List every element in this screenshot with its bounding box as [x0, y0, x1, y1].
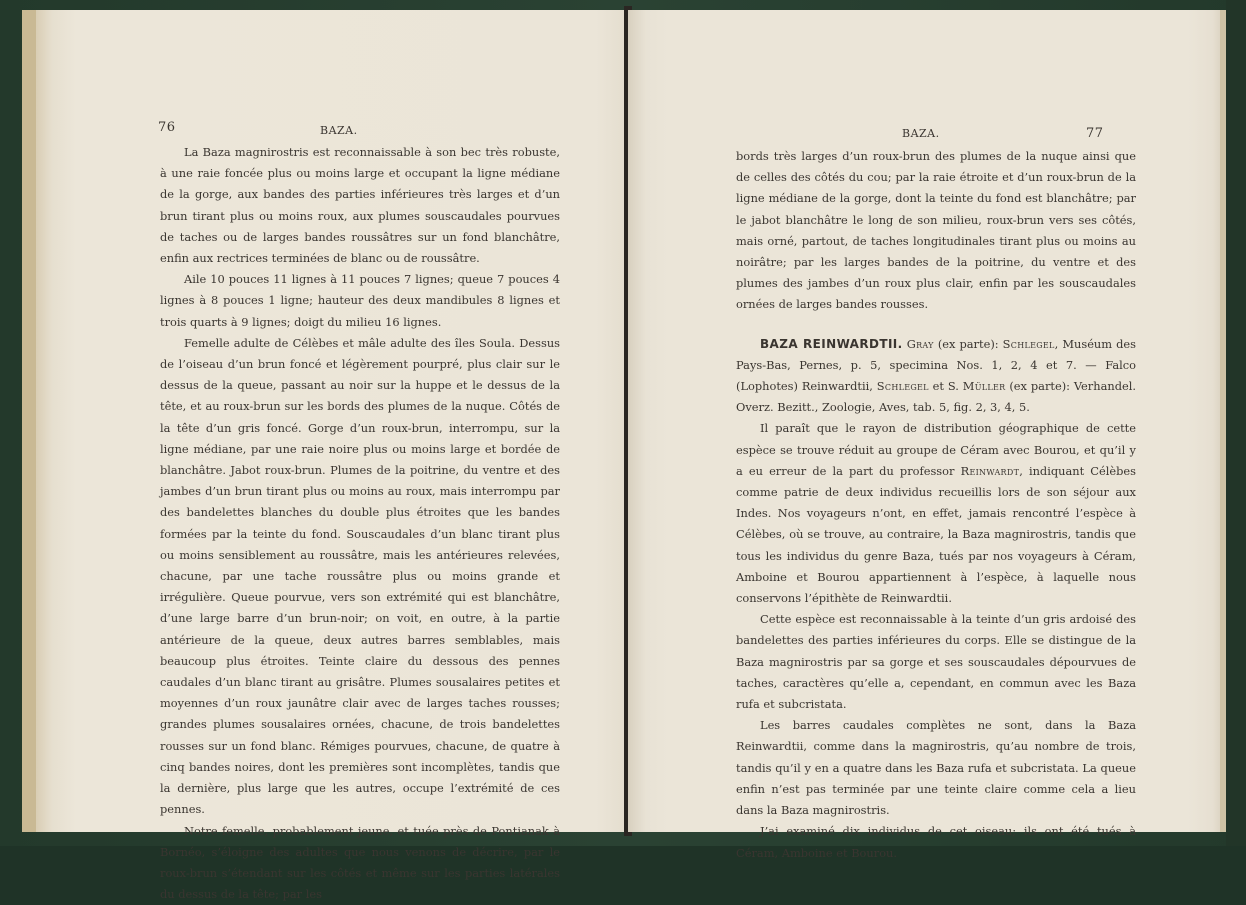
paragraph: Les barres caudales complètes ne sont, dans la Baza Reinwardtii, comme dans la magnirostris, qu’au nombre de trois, tandis qu’il y en a quatre dans les Baza rufa et subcristata. La queue enfin n’est pas terminée par une teinte claire comme cela a lieu dans la Baza magnirostris.: [736, 715, 1136, 821]
author-schlegel: Schlegel: [877, 379, 929, 393]
text-run: , indiquant Célèbes comme patrie de deux individus recueillis lors de son séjour aux Indes. Nos voyageurs n’ont, en effet, jamais rencontré l’espèce à Célèbes, où se trouve, au contraire, la Baza magnirostris, tandis que tous les individus du genre Baza, tués par nos voyageurs à Céram, Amboine et Bourou appartiennent à l’espèce, à laquelle nous conservons l’épithète de Reinwardtii.: [736, 464, 1136, 605]
species-heading: BAZA REINWARDTII.: [760, 337, 903, 351]
text-run: Il paraît que le rayon de distribution géographique de cette espèce se trouve réduit au groupe de Céram avec Bourou, et qu’il y a eu erreur de la part du professor: [736, 421, 1136, 477]
author-muller: Müller: [963, 379, 1006, 393]
author-reinwardt: Reinwardt: [961, 464, 1020, 478]
paragraph: Cette espèce est reconnaissable à la teinte d’un gris ardoisé des bandelettes des parties inférieures du corps. Elle se distingue de la Baza magnirostris par sa gorge et ses souscaudales dépourvues de taches, caractères qu’elle a, cependant, en commun avec les Baza rufa et subcristata.: [736, 609, 1136, 715]
paragraph: La Baza magnirostris est reconnaissable à son bec très robuste, à une raie foncée plus ou moins large et occupant la ligne médiane de la gorge, aux bandes des parties inférieures très larges et d’un brun tirant plus ou moins roux, aux plumes souscaudales pourvues de taches ou de larges bandes roussâtres sur un fond blanchâtre, enfin aux rectrices terminées de blanc ou de roussâtre.: [160, 142, 560, 269]
right-body-text: [736, 146, 1136, 864]
synonymy-text: , Muséum des Pays-Bas, Pernes, p. 5, specimina Nos. 1, 2, 4 et 7. — Falco (Lophotes) Reinwardtii,: [736, 337, 1136, 393]
page-number-left: 76: [158, 120, 176, 135]
paragraph: J’ai examiné dix individus de cet oiseau; ils ont été tués à Céram, Amboine et Bourou.: [736, 821, 1136, 863]
paragraph: [736, 418, 1136, 609]
page-number-right: 77: [1086, 126, 1104, 141]
right-page: [628, 10, 1226, 832]
running-head-right: BAZA.: [902, 127, 940, 140]
synonymy-text: et S.: [929, 379, 963, 393]
synonymy-text: (ex parte): Verhandel. Overz. Bezitt., Zoologie, Aves, tab. 5, fig. 2, 3, 4, 5.: [736, 379, 1136, 414]
continuation-paragraph: bords très larges d’un roux-brun des plumes de la nuque ainsi que de celles des côtés du cou; par la raie étroite et d’un roux-brun de la ligne médiane de la gorge, dont la teinte du fond est blanchâtre; par le jabot blanchâtre le long de son milieu, roux-brun vers ses côtés, mais orné, partout, de taches longitudinales tirant plus ou moins au noirâtre; par les larges bandes de la poitrine, du ventre et des plumes des jambes d’un roux plus clair, enfin par les souscaudales ornées de larges bandes rousses.: [736, 146, 1136, 316]
synonymy-paragraph: [736, 334, 1136, 419]
running-head-left: BAZA.: [320, 124, 358, 137]
paragraph: Aile 10 pouces 11 lignes à 11 pouces 7 lignes; queue 7 pouces 4 lignes à 8 pouces 1 ligne; hauteur des deux mandibules 8 lignes et trois quarts à 9 lignes; doigt du milieu 16 lignes.: [160, 269, 560, 333]
left-body-text: [160, 142, 560, 905]
paragraph: Femelle adulte de Célèbes et mâle adulte des îles Soula. Dessus de l’oiseau d’un brun foncé et légèrement pourpré, plus clair sur le dessus de la queue, passant au noir sur la huppe et le dessus de la tête, et au roux-brun sur les bords des plumes de la nuque. Côtés de la tête d’un gris foncé. Gorge d’un roux-brun, interrompu, sur la ligne médiane, par une raie noire plus ou moins large et bordée de blanchâtre. Jabot roux-brun. Plumes de la poitrine, du ventre et des jambes d’un brun tirant plus ou moins au roux, mais interrompu par des bandelettes blanches du double plus étroites que les bandes formées par la teinte du fond. Souscaudales d’un blanc tirant plus ou moins sensiblement au roussâtre, mais les antérieures relevées, chacune, par une tache roussâtre plus ou moins grande et irrégulière. Queue pourvue, vers son extrémité qui est blanchâtre, d’une large barre d’un brun-noir; on voit, en outre, à la partie antérieure de la queue, deux autres barres semblables, mais beaucoup plus étroites. Teinte claire du dessous des pennes caudales d’un blanc tirant au grisâtre. Plumes sousalaires petites et moyennes d’un roux jaunâtre clair avec de larges taches rousses; grandes plumes sousalaires ornées, chacune, de trois bandelettes rousses sur un fond blanc. Rémiges pourvues, chacune, de quatre à cinq bandes noires, dont les premières sont incomplètes, tandis que la dernière, plus large que les autres, occupe l’extrémité de ces pennes.: [160, 333, 560, 821]
author-schlegel: Schlegel: [1003, 337, 1055, 351]
book-cover-edge: [1226, 0, 1246, 846]
author-gray: Gray: [907, 337, 934, 351]
left-page: [22, 10, 628, 832]
paragraph: Notre femelle, probablement jeune, et tuée près de Pontianak à Bornéo, s’éloigne des adultes que nous venons de décrire, par le roux-brun s’étendant sur les côtés et même sur les parties latérales du dessus de la tête; par les: [160, 821, 560, 905]
synonymy-text: (ex parte):: [934, 337, 1003, 351]
